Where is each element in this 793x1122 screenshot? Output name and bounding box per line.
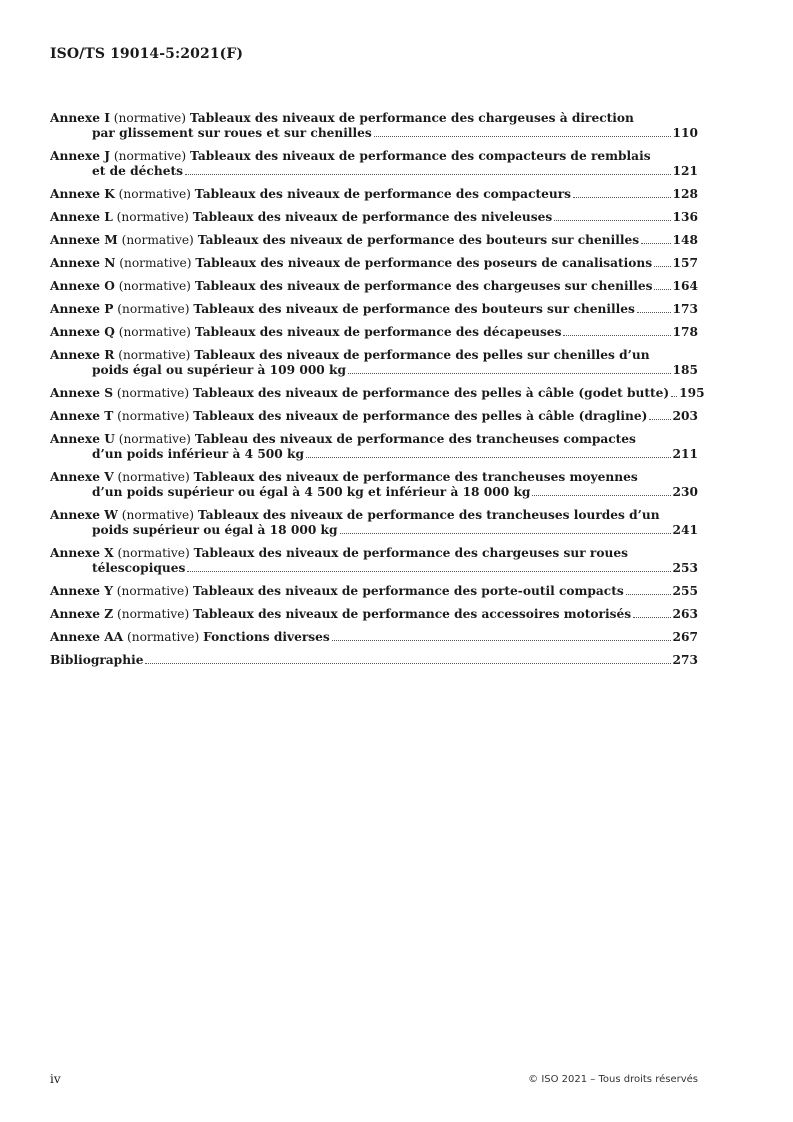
- toc-note: (normative): [121, 508, 195, 522]
- toc-page-number: 241: [672, 523, 698, 537]
- toc-title: Tableaux des niveaux de performance des niveleuses: [192, 210, 553, 224]
- toc-note: (normative): [113, 111, 187, 125]
- toc-entry-annexe-o[interactable]: [50, 279, 698, 294]
- toc-entry-annexe-x[interactable]: [50, 546, 698, 576]
- toc-entry-annexe-l[interactable]: [50, 210, 698, 225]
- toc-page-number: 273: [672, 653, 698, 667]
- dot-leader: [671, 396, 677, 397]
- dot-leader: [145, 663, 670, 664]
- dot-leader: [626, 594, 671, 595]
- toc-entry-annexe-s[interactable]: [50, 386, 705, 401]
- toc-page-number: 267: [672, 630, 698, 644]
- document-id-header: ISO/TS 19014-5:2021(F): [50, 46, 244, 62]
- toc-page-number: 157: [672, 256, 698, 270]
- toc-entry-annexe-j[interactable]: [50, 149, 698, 179]
- toc-entry-annexe-u[interactable]: [50, 432, 698, 462]
- dot-leader: [637, 312, 671, 313]
- toc-label: Annexe J: [50, 149, 110, 163]
- toc-page-number: 136: [672, 210, 698, 224]
- toc-label: Annexe V: [50, 470, 114, 484]
- dot-leader: [340, 533, 671, 534]
- toc-entry-annexe-y[interactable]: [50, 584, 698, 599]
- toc-entry-annexe-k[interactable]: [50, 187, 698, 202]
- toc-title-line1: Tableaux des niveaux de performance des chargeuses à direction: [189, 111, 634, 125]
- toc-entry-annexe-q[interactable]: [50, 325, 698, 340]
- toc-note: (normative): [121, 233, 194, 247]
- toc-entry-annexe-i[interactable]: [50, 111, 698, 141]
- copyright-notice: © ISO 2021 – Tous droits réservés: [528, 1074, 698, 1085]
- toc-title-line2: d’un poids inférieur à 4 500 kg: [92, 447, 304, 461]
- toc-label: Annexe S: [50, 386, 113, 400]
- dot-leader: [187, 571, 670, 572]
- toc-label: Annexe M: [50, 233, 118, 247]
- toc-entry-annexe-m[interactable]: [50, 233, 698, 248]
- toc-title-line2: et de déchets: [92, 164, 183, 178]
- toc-note: (normative): [118, 279, 191, 293]
- toc-entry-annexe-t[interactable]: [50, 409, 698, 424]
- toc-page-number: 195: [679, 386, 705, 400]
- toc-page-number: 185: [672, 363, 698, 377]
- dot-leader: [374, 136, 671, 137]
- toc-title: Tableaux des niveaux de performance des bouteurs sur chenilles: [197, 233, 640, 247]
- toc-note: (normative): [118, 432, 191, 446]
- toc-entry-annexe-v[interactable]: [50, 470, 698, 500]
- dot-leader: [633, 617, 670, 618]
- toc-entry-bibliographie[interactable]: [50, 653, 698, 668]
- toc-label: Annexe W: [50, 508, 118, 522]
- toc-note: (normative): [119, 256, 192, 270]
- toc-label: Annexe X: [50, 546, 114, 560]
- toc-label: Annexe N: [50, 256, 116, 270]
- toc-title-line1: Tableaux des niveaux de performance des compacteurs de remblais: [189, 149, 651, 163]
- toc-note: (normative): [117, 409, 190, 423]
- toc-entry-annexe-n[interactable]: [50, 256, 698, 271]
- toc-title-line2: par glissement sur roues et sur chenilles: [92, 126, 372, 140]
- toc-entry-annexe-w[interactable]: [50, 508, 698, 538]
- toc-entry-annexe-r[interactable]: [50, 348, 698, 378]
- toc-page-number: 203: [672, 409, 698, 423]
- toc-note: (normative): [116, 210, 189, 224]
- dot-leader: [641, 243, 670, 244]
- toc-title: Tableaux des niveaux de performance des poseurs de canalisations: [195, 256, 653, 270]
- toc-label: Annexe Y: [50, 584, 113, 598]
- toc-title: Tableaux des niveaux de performance des porte-outil compacts: [192, 584, 624, 598]
- dot-leader: [573, 197, 671, 198]
- toc-title: Tableaux des niveaux de performance des pelles à câble (dragline): [193, 409, 648, 423]
- toc-note: (normative): [117, 302, 190, 316]
- toc-label: Annexe I: [50, 111, 110, 125]
- toc-note: (normative): [118, 348, 191, 362]
- toc-entry-annexe-p[interactable]: [50, 302, 698, 317]
- toc-title: Tableaux des niveaux de performance des chargeuses sur chenilles: [194, 279, 653, 293]
- toc-note: (normative): [116, 607, 190, 621]
- toc-title-line2: poids supérieur ou égal à 18 000 kg: [92, 523, 338, 537]
- dot-leader: [332, 640, 671, 641]
- toc-entry-annexe-aa[interactable]: [50, 630, 698, 645]
- toc-page-number: 128: [672, 187, 698, 201]
- toc-title: Tableaux des niveaux de performance des compacteurs: [194, 187, 572, 201]
- toc-page-number: 253: [672, 561, 698, 575]
- toc-title-line2: poids égal ou supérieur à 109 000 kg: [92, 363, 346, 377]
- dot-leader: [649, 419, 670, 420]
- dot-leader: [532, 495, 670, 496]
- toc-label: Annexe K: [50, 187, 115, 201]
- toc-page-number: 255: [672, 584, 698, 598]
- toc-note: (normative): [117, 546, 190, 560]
- toc-title-line1: Tableau des niveaux de performance des trancheuses compactes: [194, 432, 636, 446]
- toc-page-number: 148: [672, 233, 698, 247]
- dot-leader: [654, 289, 670, 290]
- dot-leader: [554, 220, 670, 221]
- toc-page-number: 263: [672, 607, 698, 621]
- toc-note: (normative): [116, 386, 190, 400]
- dot-leader: [348, 373, 671, 374]
- toc-note: (normative): [117, 470, 190, 484]
- toc-title: Fonctions diverses: [203, 630, 330, 644]
- toc-title-line1: Tableaux des niveaux de performance des chargeuses sur roues: [193, 546, 628, 560]
- dot-leader: [306, 457, 671, 458]
- table-of-contents: [50, 111, 705, 676]
- toc-page-number: 121: [672, 164, 698, 178]
- toc-title-line2: télescopiques: [92, 561, 186, 575]
- dot-leader: [185, 174, 671, 175]
- toc-note: (normative): [116, 584, 190, 598]
- toc-note: (normative): [118, 325, 191, 339]
- toc-page-number: 211: [672, 447, 698, 461]
- toc-title-line1: Tableaux des niveaux de performance des trancheuses moyennes: [193, 470, 638, 484]
- toc-note: (normative): [126, 630, 200, 644]
- dot-leader: [654, 266, 670, 267]
- toc-title: Tableaux des niveaux de performance des pelles à câble (godet butte): [193, 386, 670, 400]
- toc-note: (normative): [113, 149, 187, 163]
- toc-page-number: 230: [672, 485, 698, 499]
- toc-title: Tableaux des niveaux de performance des décapeuses: [194, 325, 562, 339]
- dot-leader: [563, 335, 670, 336]
- toc-label: Annexe Z: [50, 607, 114, 621]
- toc-title: Tableaux des niveaux de performance des accessoires motorisés: [193, 607, 632, 621]
- toc-label: Annexe U: [50, 432, 115, 446]
- toc-page-number: 178: [672, 325, 698, 339]
- toc-page-number: 164: [672, 279, 698, 293]
- toc-label: Annexe L: [50, 210, 113, 224]
- toc-title-line1: Tableaux des niveaux de performance des pelles sur chenilles d’un: [194, 348, 650, 362]
- toc-note: (normative): [118, 187, 191, 201]
- toc-page-number: 173: [672, 302, 698, 316]
- toc-title: Tableaux des niveaux de performance des bouteurs sur chenilles: [193, 302, 635, 316]
- toc-title-line2: d’un poids supérieur ou égal à 4 500 kg et inférieur à 18 000 kg: [92, 485, 531, 499]
- toc-page-number: 110: [672, 126, 698, 140]
- toc-label: Annexe R: [50, 348, 115, 362]
- toc-label: Bibliographie: [50, 653, 144, 667]
- toc-label: Annexe Q: [50, 325, 115, 339]
- toc-label: Annexe O: [50, 279, 115, 293]
- toc-title-line1: Tableaux des niveaux de performance des trancheuses lourdes d’un: [197, 508, 660, 522]
- toc-label: Annexe AA: [50, 630, 124, 644]
- page-number: iv: [50, 1072, 61, 1086]
- toc-label: Annexe T: [50, 409, 114, 423]
- toc-entry-annexe-z[interactable]: [50, 607, 698, 622]
- toc-label: Annexe P: [50, 302, 114, 316]
